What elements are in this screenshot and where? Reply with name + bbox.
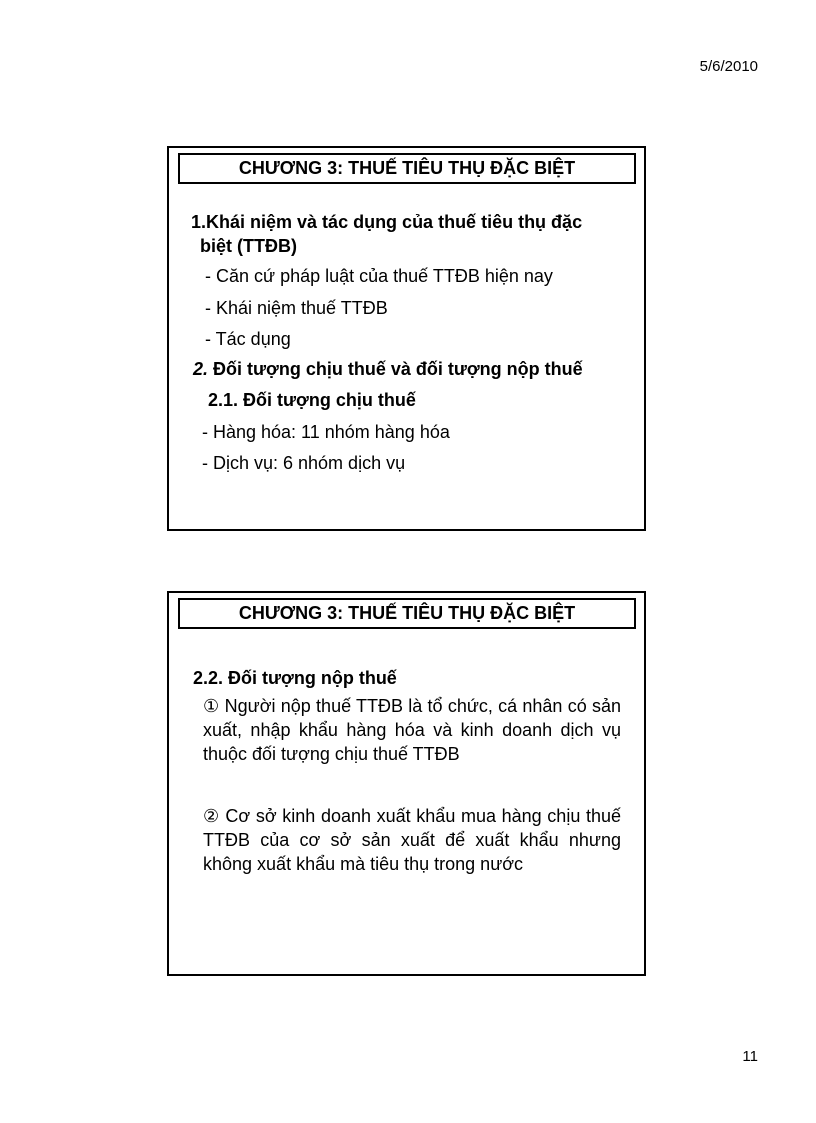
paragraph-taxpayer: ① Người nộp thuế TTĐB là tổ chức, cá nhân có sản xuất, nhập khẩu hàng hóa và kinh doanh dịch vụ thuộc đối tượng chịu thuế TTĐB [203, 696, 621, 764]
heading-2-text: Đối tượng chịu thuế và đối tượng nộp thuế [213, 359, 583, 379]
document-date: 5/6/2010 [699, 58, 758, 75]
bullet-services: - Dịch vụ: 6 nhóm dịch vụ [202, 453, 406, 473]
page-number: 11 [742, 1048, 758, 1065]
slide-2 [167, 591, 646, 976]
heading-2-number: 2. [193, 359, 209, 379]
heading-2 [193, 357, 583, 381]
slide-1 [167, 146, 646, 531]
paragraph-export-business: ② Cơ sở kinh doanh xuất khẩu mua hàng chịu thuế TTĐB của cơ sở sản xuất để xuất khẩu nhưng không xuất khẩu mà tiêu thụ trong nước [203, 806, 621, 874]
bullet-goods: - Hàng hóa: 11 nhóm hàng hóa [202, 422, 450, 442]
slide-1-title: CHƯƠNG 3: THUẾ TIÊU THỤ ĐẶC BIỆT [178, 153, 636, 184]
heading-1-continued: biệt (TTĐB) [200, 236, 297, 256]
heading-2-2: 2.2. Đối tượng nộp thuế [193, 668, 397, 688]
bullet-legal-basis: - Căn cứ pháp luật của thuế TTĐB hiện nay [205, 266, 553, 286]
bullet-concept: - Khái niệm thuế TTĐB [205, 298, 388, 318]
heading-1 [191, 210, 582, 234]
heading-1-text: Khái niệm và tác dụng của thuế tiêu thụ đặc [206, 212, 583, 232]
bullet-effect: - Tác dụng [205, 329, 291, 349]
heading-2-1: 2.1. Đối tượng chịu thuế [208, 390, 416, 410]
heading-1-number: 1. [191, 212, 207, 232]
slide-2-title: CHƯƠNG 3: THUẾ TIÊU THỤ ĐẶC BIỆT [178, 598, 636, 629]
